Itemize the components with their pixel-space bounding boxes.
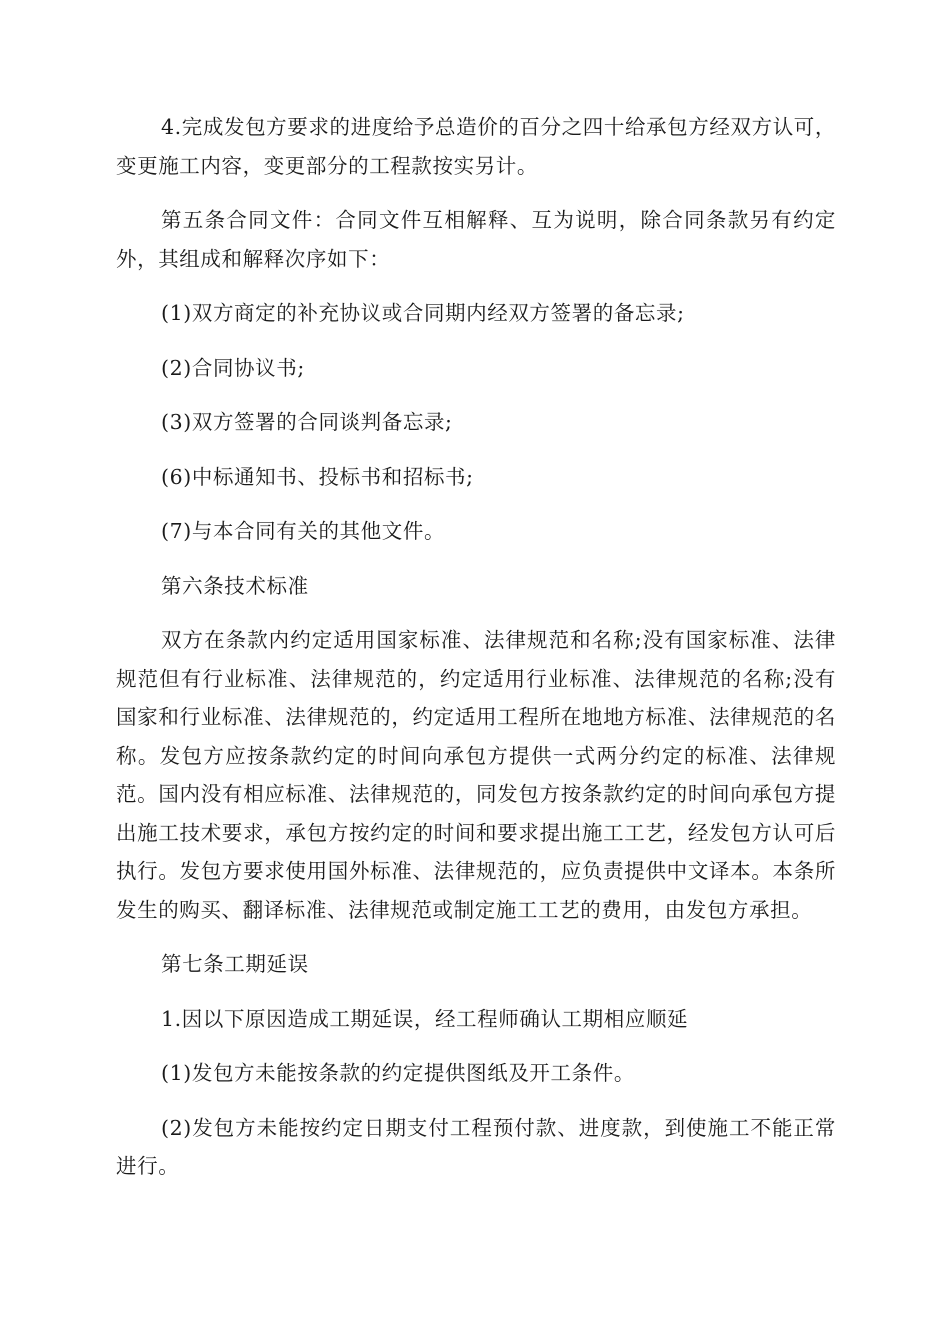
list-item: (7)与本合同有关的其他文件。 (161, 519, 446, 543)
paragraph-delay-reasons: 1.因以下原因造成工期延误，经工程师确认工期相应顺延 (161, 1006, 689, 1031)
document-body (116, 108, 836, 1202)
list-item: (6)中标通知书、投标书和招标书; (161, 464, 474, 489)
list-item: (3)双方签署的合同谈判备忘录; (161, 410, 453, 434)
list-item: (2)合同协议书; (161, 355, 305, 380)
heading-article-6: 第六条技术标准 (161, 573, 309, 598)
paragraph-progress-payment: 4.完成发包方要求的进度给予总造价的百分之四十给承包方经双方认可，变更施工内容，变更部分的工程款按实另计。 (116, 115, 836, 178)
paragraph-article-5: 第五条合同文件：合同文件互相解释、互为说明，除合同条款另有约定外，其组成和解释次序如下： (116, 208, 836, 271)
list-item: (1)发包方未能按条款的约定提供图纸及开工条件。 (161, 1061, 635, 1085)
heading-article-7: 第七条工期延误 (161, 952, 309, 976)
paragraph-technical-standards: 双方在条款内约定适用国家标准、法律规范和名称;没有国家标准、法律规范但有行业标准、法律规范的，约定适用行业标准、法律规范的名称;没有国家和行业标准、法律规范的，约定适用工程所在地地方标准、法律规范的名称。发包方应按条款约定的时间向承包方提供一式两分约定的标准、法律规范。国内没有相应标准、法律规范的，同发包方按条款约定的时间向承包方提出施工技术要求，承包方按约定的时间和要求提出施工工艺，经发包方认可后执行。发包方要求使用国外标准、法律规范的，应负责提供中文译本。本条所发生的购买、翻译标准、法律规范或制定施工工艺的费用，由发包方承担。 (116, 628, 836, 922)
list-item: (2)发包方未能按约定日期支付工程预付款、进度款，到使施工不能正常进行。 (116, 1115, 836, 1178)
list-item: (1)双方商定的补充协议或合同期内经双方签署的备忘录; (161, 301, 685, 325)
